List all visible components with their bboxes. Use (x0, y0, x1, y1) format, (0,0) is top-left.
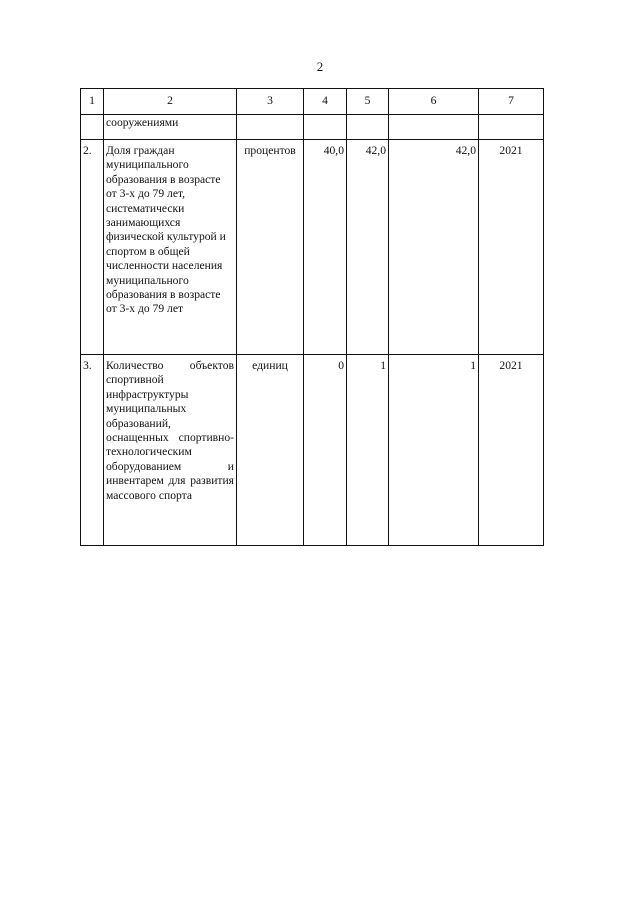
year-cell: 2021 (479, 355, 544, 546)
unit-cell: процентов (237, 140, 304, 355)
table-row (81, 355, 544, 546)
header-cell-3: 3 (237, 89, 304, 115)
year-cell (479, 115, 544, 140)
value-cell-5 (347, 115, 389, 140)
unit-cell: единиц (237, 355, 304, 546)
table-header-row (81, 89, 544, 115)
value-cell-4: 40,0 (304, 140, 347, 355)
value-cell-5: 42,0 (347, 140, 389, 355)
header-cell-6: 6 (389, 89, 479, 115)
header-cell-4: 4 (304, 89, 347, 115)
table-row (81, 140, 544, 355)
page-number: 2 (316, 59, 324, 74)
indicator-name-cell: Доля граждан муниципального образования в возрасте от 3-х до 79 лет, систематически занимающихся физической культурой и спортом в общей численности населения муниципального образования в возрасте от 3-х до 79 лет (104, 140, 237, 355)
table-row-continuation (81, 115, 544, 140)
header-cell-1: 1 (81, 89, 104, 115)
header-cell-2: 2 (104, 89, 237, 115)
row-number-cell: 3. (81, 355, 104, 546)
indicator-name-cell: сооружениями (104, 115, 237, 140)
unit-cell (237, 115, 304, 140)
value-cell-6: 1 (389, 355, 479, 546)
header-cell-5: 5 (347, 89, 389, 115)
year-cell: 2021 (479, 140, 544, 355)
value-cell-4: 0 (304, 355, 347, 546)
indicator-name-cell: Количество объектов спортивной инфраструктуры муниципальных образований, оснащенных спортивно-технологическим оборудованием и инвентарем для развития массового спорта (104, 355, 237, 546)
value-cell-4 (304, 115, 347, 140)
value-cell-5: 1 (347, 355, 389, 546)
row-number-cell: 2. (81, 140, 104, 355)
value-cell-6: 42,0 (389, 140, 479, 355)
indicators-table (80, 88, 544, 546)
value-cell-6 (389, 115, 479, 140)
row-number-cell (81, 115, 104, 140)
header-cell-7: 7 (479, 89, 544, 115)
